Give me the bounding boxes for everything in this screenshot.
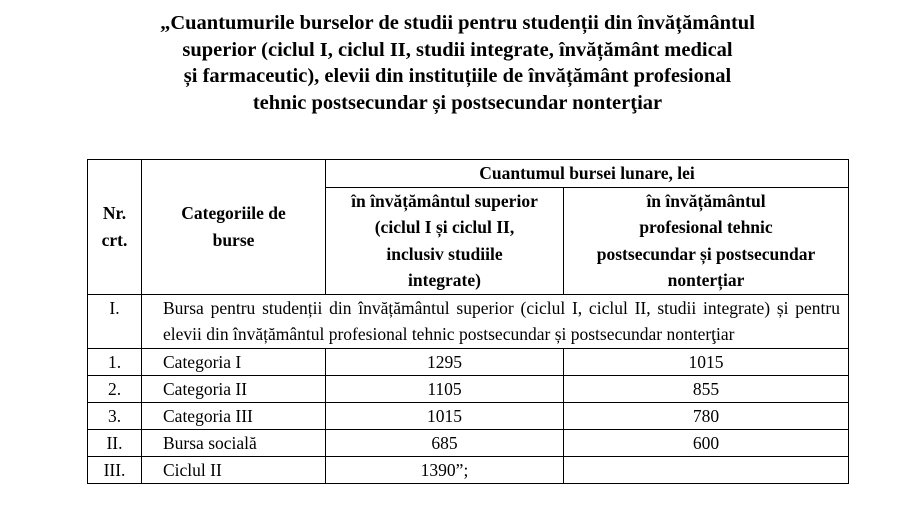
row-nr: 1. bbox=[88, 348, 142, 375]
row-higher-ed: 685 bbox=[326, 429, 564, 456]
title-line: tehnic postsecundar și postsecundar nonterţiar bbox=[252, 91, 663, 114]
row-category: Ciclul II bbox=[142, 456, 326, 483]
header-line: (ciclul I și ciclul II, bbox=[374, 217, 515, 237]
row-vocational: 1015 bbox=[564, 348, 849, 375]
header-category bbox=[142, 160, 326, 295]
row-category: Categoria III bbox=[142, 402, 326, 429]
row-category: Bursa socială bbox=[142, 429, 326, 456]
row-vocational: 780 bbox=[564, 402, 849, 429]
row-higher-ed: 1015 bbox=[326, 402, 564, 429]
row-higher-ed: 1295 bbox=[326, 348, 564, 375]
section-text: Bursa pentru studenții din învățământul superior (ciclul I, ciclul II, studii integrate) și pentru elevii din învățământul profesional tehnic postsecundar și postsecundar nonterţiar bbox=[142, 294, 849, 348]
row-vocational: 855 bbox=[564, 375, 849, 402]
row-nr: II. bbox=[88, 429, 142, 456]
row-vocational: 600 bbox=[564, 429, 849, 456]
header-line: în învățământul bbox=[646, 190, 766, 211]
header-line: postsecundar și postsecundar bbox=[596, 243, 816, 264]
header-category-line: Categoriile de bbox=[181, 203, 286, 224]
row-nr: III. bbox=[88, 456, 142, 483]
header-line: integrate) bbox=[408, 270, 481, 290]
section-row bbox=[88, 294, 849, 348]
header-nr-line: crt. bbox=[101, 229, 128, 250]
header-nr bbox=[88, 160, 142, 295]
header-row bbox=[88, 160, 849, 188]
header-vocational bbox=[564, 187, 849, 294]
row-higher-ed: 1390”; bbox=[326, 456, 564, 483]
row-vocational bbox=[564, 456, 849, 483]
header-higher-ed bbox=[326, 187, 564, 294]
row-nr: 2. bbox=[88, 375, 142, 402]
table-row bbox=[88, 402, 849, 429]
row-category: Categoria II bbox=[142, 375, 326, 402]
title-line: și farmaceutic), elevii din instituțiile de învățământ profesional bbox=[183, 65, 732, 87]
header-category-line: burse bbox=[212, 229, 255, 250]
table-row bbox=[88, 456, 849, 483]
header-line: profesional tehnic bbox=[639, 217, 773, 237]
section-nr: I. bbox=[88, 294, 142, 348]
table-row bbox=[88, 375, 849, 402]
row-higher-ed: 1105 bbox=[326, 375, 564, 402]
header-line: în învățământul superior bbox=[351, 190, 538, 211]
row-nr: 3. bbox=[88, 402, 142, 429]
title-line: „Cuantumurile burselor de studii pentru studenții din învățământul bbox=[160, 12, 755, 34]
table-row bbox=[88, 429, 849, 456]
row-category: Categoria I bbox=[142, 348, 326, 375]
header-nr-line: Nr. bbox=[102, 203, 127, 224]
document-title bbox=[0, 10, 915, 116]
header-line: nonterțiar bbox=[667, 270, 745, 290]
header-line: inclusiv studiile bbox=[386, 243, 503, 264]
table-row bbox=[88, 348, 849, 375]
title-line: superior (ciclul I, ciclul II, studii integrate, învățământ medical bbox=[182, 38, 733, 61]
header-amount-group: Cuantumul bursei lunare, lei bbox=[326, 160, 849, 188]
scholarship-table bbox=[87, 159, 849, 484]
